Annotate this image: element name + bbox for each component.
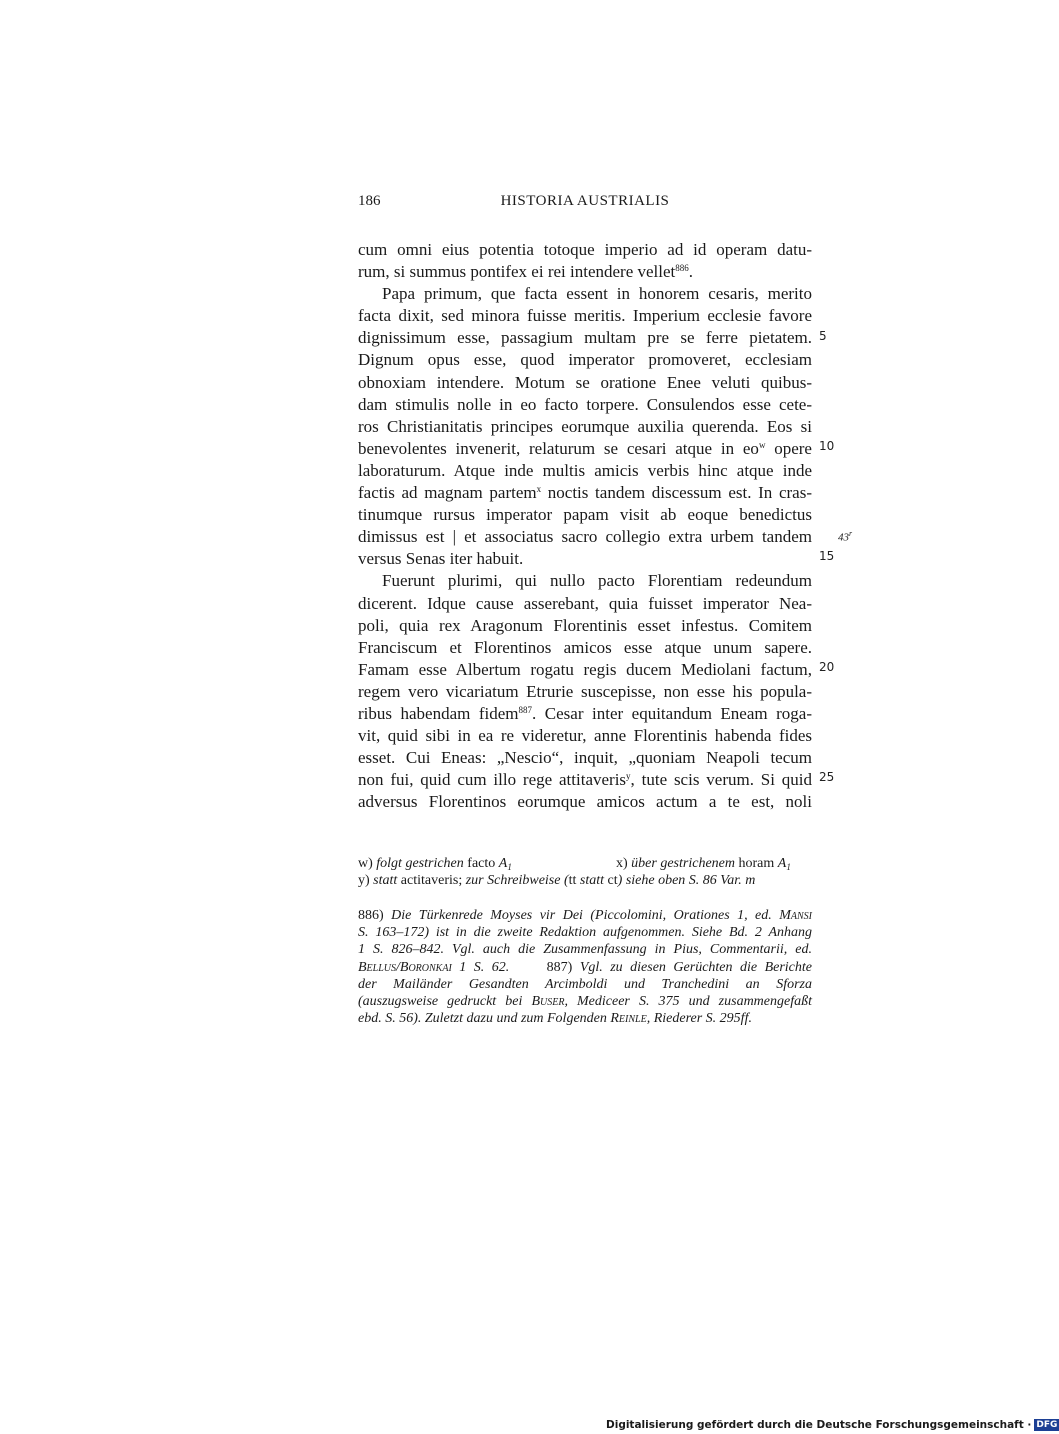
footnote-ref[interactable]: 887 — [518, 704, 533, 715]
page-number: 186 — [358, 193, 381, 209]
text-line: laboraturum. Atque inde multis amicis verbis hinc atque inde — [358, 460, 812, 480]
line-number: 10 — [819, 439, 835, 453]
variant-entry-y: y) statt actitaveris; zur Schreibweise (tt statt ct) siehe oben S. 86 Var. m — [358, 873, 756, 888]
text-line: regem vero vicariatum Etrurie suscepisse, non esse his popula- — [358, 681, 812, 701]
text-line: dignissimum esse, passagium multam pre se ferre pietatem. — [358, 328, 812, 348]
text-line: versus Senas iter habuit. — [358, 549, 524, 569]
variant-entry-x: x) über gestrichenem horam $A_1$ — [616, 856, 791, 872]
line-number: 5 — [819, 329, 827, 343]
text-line: non fui, quid cum illo rege attitaveris$^y$, tute scis verum. Si quid — [358, 770, 813, 790]
main-text — [358, 239, 812, 813]
text-line: Franciscum et Florentinos amicos esse atque unum sapere. — [358, 637, 812, 657]
footnote-line: ebd. S. 56). Zuletzt dazu und zum Folgenden Reinle, Riederer S. 295ff. — [358, 1011, 752, 1027]
text-line: adversus Florentinos eorumque amicos actum a te est, noli — [358, 792, 812, 812]
variant-ref[interactable]: w — [758, 439, 766, 450]
running-title: HISTORIA AUSTRIALIS — [500, 193, 670, 209]
dfg-logo: DFG — [1036, 1420, 1058, 1430]
text-line: Dignum opus esse, quod imperator promoveret, ecclesiam — [358, 350, 812, 370]
text-line: Fuerunt plurimi, qui nullo pacto Florentiam redeundum — [382, 571, 812, 591]
variant-row — [358, 855, 812, 872]
text-line: esset. Cui Eneas: „Nescio“, inquit, „quoniam Neapoli tecum — [358, 748, 812, 768]
page-header — [358, 193, 812, 215]
text-line: benevolentes invenerit, relaturum se cesari atque in $eo^w$ opere — [358, 438, 812, 458]
text-line: factis ad magnam partem$^x$ noctis tandem discessum est. In cras- — [358, 483, 812, 503]
text-line: Famam esse Albertum rogatu regis ducem Mediolani factum, — [358, 659, 812, 679]
text-line: facta dixit, sed minora fuisse meritis. Imperium ecclesie favore — [358, 306, 812, 326]
text-line: ribus habendam fidem$^{887}$. Cesar inter equitandum Eneam roga- — [358, 703, 813, 723]
text-line: dimissus est | et associatus sacro collegio extra urbem tandem — [358, 527, 812, 547]
variant-ref[interactable]: y — [626, 771, 631, 782]
text-line: dicerent. Idque cause asserebant, quia fuisset imperator Nea- — [358, 593, 812, 613]
footnote-line: Bellus/Boronkai 1 S. 62. 887) Vgl. zu diesen Gerüchten die Berichte — [358, 959, 812, 975]
footnote-line: S. 163–172) ist in die zweite Redaktion aufgenommen. Siehe Bd. 2 Anhang — [358, 925, 812, 941]
footnote-line: (auszugsweise gedruckt bei Buser, Mediceer S. 375 und zusammengefaßt — [358, 993, 812, 1009]
variant-entry-w: w) folgt gestrichen facto $A_1$ — [358, 856, 512, 872]
dfg-footer — [606, 1418, 1059, 1432]
text-line: ros Christianitatis principes eorumque auxilia querenda. Eos si — [358, 416, 812, 436]
text-line: obnoxiam intendere. Motum se oratione Enee veluti quibus- — [358, 372, 812, 392]
line-number: 20 — [819, 660, 835, 674]
text-line: dam stimulis nolle in eo facto torpere. Consulendos esse cete- — [358, 394, 812, 414]
funding-note: Digitalisierung gefördert durch die Deutsche Forschungsgemeinschaft · — [606, 1419, 1032, 1431]
variant-ref[interactable]: x — [536, 484, 542, 495]
text-line: poli, quia rex Aragonum Florentinis esset infestus. Comitem — [358, 615, 812, 635]
footnote-line: der Mailänder Gesandten Arcimboldi und Tranchedini an Sforza — [358, 976, 812, 992]
footnote-ref[interactable]: 886 — [675, 263, 689, 274]
text-line: Papa primum, que facta essent in honorem cesaris, merito — [382, 284, 812, 304]
variant-row — [358, 872, 812, 889]
text-line: cum omni eius potentia totoque imperio ad id operam datu- — [358, 240, 812, 259]
line-number: 25 — [819, 770, 835, 784]
variant-apparatus — [358, 855, 812, 889]
text-line: vit, quid sibi in ea re videretur, anne Florentinis habenda fides — [358, 726, 812, 746]
footnote-line: 886) Die Türkenrede Moyses vir Dei (Piccolomini, Orationes 1, ed. Mansi — [358, 908, 812, 923]
text-line: rum, si summus pontifex ei rei intendere vellet$^{886}$. — [358, 262, 694, 282]
folio-mark: 43$^r$ — [838, 529, 853, 544]
footnotes — [358, 907, 812, 1027]
text-line: tinumque rursus imperator papam visit ab eoque benedictus — [358, 505, 812, 525]
footnote-line: 1 S. 826–842. Vgl. auch die Zusammenfassung in Pius, Commentarii, ed. — [358, 942, 812, 958]
line-number: 15 — [819, 549, 835, 563]
footnote-number: 886) — [358, 908, 384, 923]
footnote-number: 887) — [546, 959, 573, 975]
